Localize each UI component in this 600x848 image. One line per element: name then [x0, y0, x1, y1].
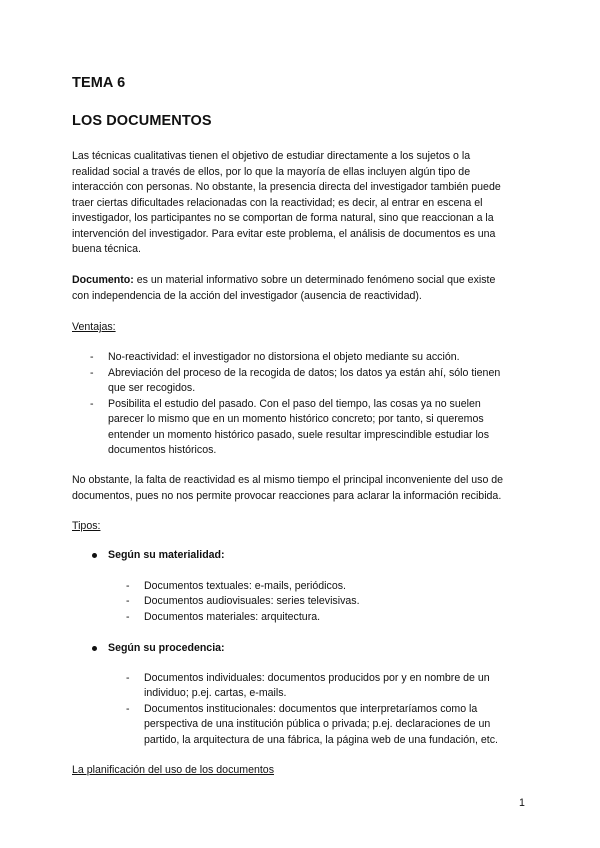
- list-item: Documentos audiovisuales: series televisivas.: [144, 595, 360, 607]
- list-item: Documentos institucionales: documentos que interpretaríamos como la: [144, 703, 478, 715]
- text-line: traer ciertas dificultades relacionadas con la reactividad; es decir, al entrar en escena el: [72, 197, 483, 209]
- dash-bullet: -: [90, 351, 94, 363]
- text-line: investigador, los participantes no se comportan de forma natural, sino que reaccionan a la: [72, 212, 494, 224]
- list-item-cont: que ser recogidos.: [108, 382, 196, 394]
- page-number: 1: [519, 797, 525, 809]
- tipos-subheading: Según su materialidad:: [108, 549, 225, 561]
- tipos-heading: Tipos:: [72, 520, 101, 532]
- section-title: LOS DOCUMENTOS: [72, 113, 212, 129]
- ventajas-heading: Ventajas:: [72, 321, 116, 333]
- text-line: buena técnica.: [72, 243, 141, 255]
- dash-bullet: -: [126, 595, 130, 607]
- list-item: Documentos textuales: e-mails, periódicos.: [144, 580, 346, 592]
- list-item-cont: perspectiva de una institución pública o privada; p.ej. declaraciones de un: [144, 718, 491, 730]
- text-line: realidad social a través de ellos, por lo que la mayoría de ellas incluyen algún tipo de: [72, 166, 471, 178]
- list-item: Posibilita el estudio del pasado. Con el paso del tiempo, las cosas ya no suelen: [108, 398, 481, 410]
- list-item: Documentos individuales: documentos producidos por y en nombre de un: [144, 672, 490, 684]
- list-item: Documentos materiales: arquitectura.: [144, 611, 321, 623]
- text-line: No obstante, la falta de reactividad es al mismo tiempo el principal inconveniente del uso de: [72, 474, 504, 486]
- list-item-cont: partido, la arquitectura de una fábrica, la página web de una fundación, etc.: [144, 734, 498, 746]
- list-item-cont: documentos históricos.: [108, 444, 217, 456]
- dash-bullet: -: [126, 580, 130, 592]
- bullet-dot: [92, 646, 97, 651]
- definition-text: es un material informativo sobre un determinado fenómeno social que existe: [133, 274, 496, 286]
- list-item: No-reactividad: el investigador no distorsiona el objeto mediante su acción.: [108, 351, 460, 363]
- list-item: Abreviación del proceso de la recogida de datos; los datos ya están ahí, sólo tienen: [108, 367, 501, 379]
- list-item-cont: parecer lo mismo que en un momento histórico concreto; por tanto, si queremos: [108, 413, 484, 425]
- list-item-cont: entender un momento histórico pasado, suele resultar imprescindible estudiar los: [108, 429, 489, 441]
- text-line: Las técnicas cualitativas tienen el objetivo de estudiar directamente a los sujetos o la: [72, 150, 471, 162]
- text-line: documentos, pues no nos permite provocar reacciones para aclarar la información recibida.: [72, 490, 502, 502]
- text-line: con independencia de la acción del investigador (ausencia de reactividad).: [72, 290, 422, 302]
- definition-term: Documento:: [72, 274, 134, 286]
- text-line: intervención del investigador. Para evitar este problema, el análisis de documentos es una: [72, 228, 496, 240]
- bullet-dot: [92, 553, 97, 558]
- planning-heading: La planificación del uso de los documentos: [72, 764, 275, 776]
- list-item-cont: individuo; p.ej. cartas, e-mails.: [144, 687, 287, 699]
- dash-bullet: -: [90, 398, 94, 410]
- text-line: [72, 273, 495, 289]
- dash-bullet: -: [126, 703, 130, 715]
- dash-bullet: -: [90, 367, 94, 379]
- text-line: interacción con personas. No obstante, la presencia directa del investigador también puede: [72, 181, 501, 193]
- dash-bullet: -: [126, 672, 130, 684]
- dash-bullet: -: [126, 611, 130, 623]
- page-title: TEMA 6: [72, 75, 126, 91]
- tipos-subheading: Según su procedencia:: [108, 642, 225, 654]
